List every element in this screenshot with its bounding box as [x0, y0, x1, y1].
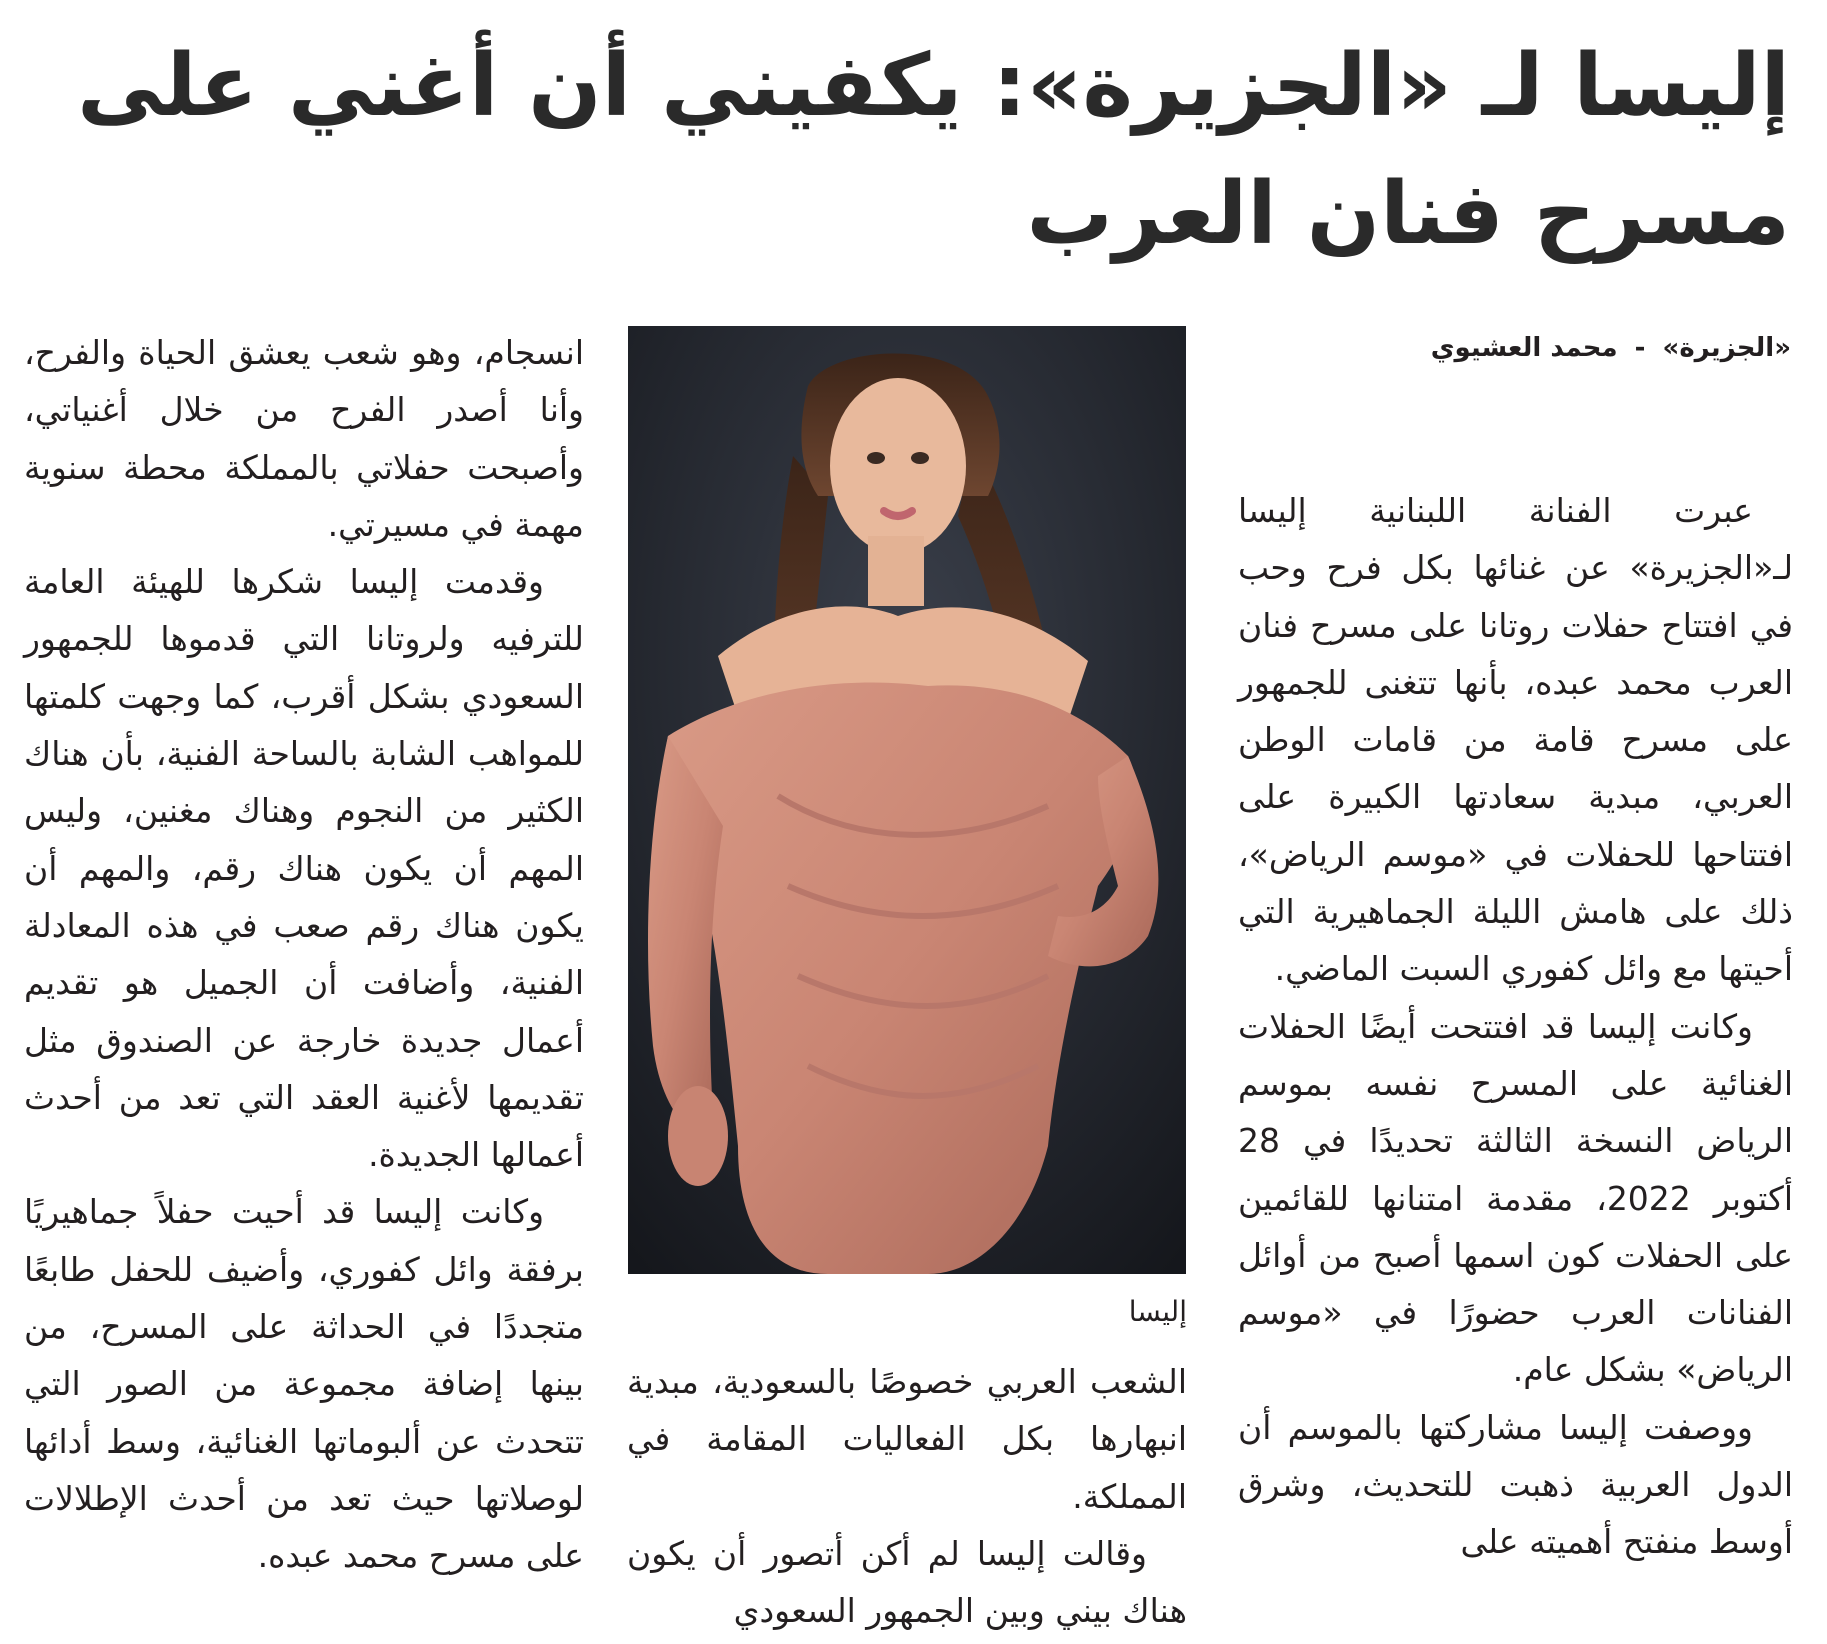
paragraph: انسجام، وهو شعب يعشق الحياة والفرح، وأنا أصدر الفرح من خلال أغنياتي، وأصبحت حفلاتي بالمملكة محطة سنوية مهمة في مسيرتي. [24, 333, 584, 544]
singer-portrait-image [628, 326, 1186, 1274]
byline [1291, 330, 1791, 366]
article-photo [628, 326, 1186, 1274]
paragraph: وقدمت إليسا شكرها للهيئة العامة للترفيه ولروتانا التي قدموها للجمهور السعودي بشكل أقرب، كما وجهت كلمتها للمواهب الشابة بالساحة الفنية، بأن هناك الكثير من النجوم وهناك مغنين، وليس المهم أن يكون هناك رقم، والمهم أن يكون هناك رقم صعب في هذه المعادلة الفنية، وأضافت أن الجميل هو تقديم أعمال جديدة خارجة عن الصندوق مثل تقديمها لأغنية العقد التي تعد من أحدث أعمالها الجديدة. [24, 562, 584, 1175]
photo-caption: إليسا [1128, 1295, 1187, 1328]
paragraph: عبرت الفنانة اللبنانية إليسا لـ«الجزيرة» عن غنائها بكل فرح وحب في افتتاح حفلات روتانا على مسرح فنان العرب محمد عبده، بأنها تتغنى للجمهور على مسرح قامة من قامات الوطن العربي، مبدية سعادتها الكبيرة على افتتاحها للحفلات في «موسم الرياض»، ذلك على هامش الليلة الجماهيرية التي أحيتها مع وائل كفوري السبت الماضي. [1238, 491, 1793, 989]
paragraph: وكانت إليسا قد افتتحت أيضًا الحفلات الغنائية على المسرح نفسه بموسم الرياض النسخة الثالثة تحديدًا في 28 أكتوبر 2022، مقدمة امتنانها للقائمين على الحفلات كون اسمها أصبح من أوائل الفنانات العرب حضورًا في «موسم الرياض» بشكل عام. [1238, 1006, 1793, 1390]
headline: إليسا لـ «الجزيرة»: يكفيني أن أغني على مسرح فنان العرب [77, 36, 1790, 264]
paragraph: وكانت إليسا قد أحيت حفلاً جماهيريًا برفقة وائل كفوري، وأضيف للحفل طابعًا متجددًا في الحداثة على المسرح، من بينها إضافة مجموعة من الصور التي تتحدث عن ألبوماتها الغنائية، وسط أدائها لوصلاتها حيث تعد من أحدث الإطلالات على مسرح محمد عبده. [24, 1192, 584, 1576]
paragraph: ووصفت إليسا مشاركتها بالموسم أن الدول العربية ذهبت للتحديث، وشرق أوسط منفتح أهميته على [1238, 1407, 1793, 1562]
paragraph: الشعب العربي خصوصًا بالسعودية، مبدية انبهارها بكل الفعاليات المقامة في المملكة. [627, 1362, 1187, 1516]
byline-separator: - [1634, 333, 1646, 363]
byline-author: محمد العشيوي [1430, 333, 1618, 363]
article-column-left [24, 324, 584, 1585]
paragraph: وقالت إليسا لم أكن أتصور أن يكون هناك بيني وبين الجمهور السعودي [627, 1533, 1187, 1631]
article-column-right [1238, 482, 1793, 1571]
byline-source: «الجزيرة» [1662, 333, 1791, 363]
article-column-middle [627, 1353, 1187, 1639]
